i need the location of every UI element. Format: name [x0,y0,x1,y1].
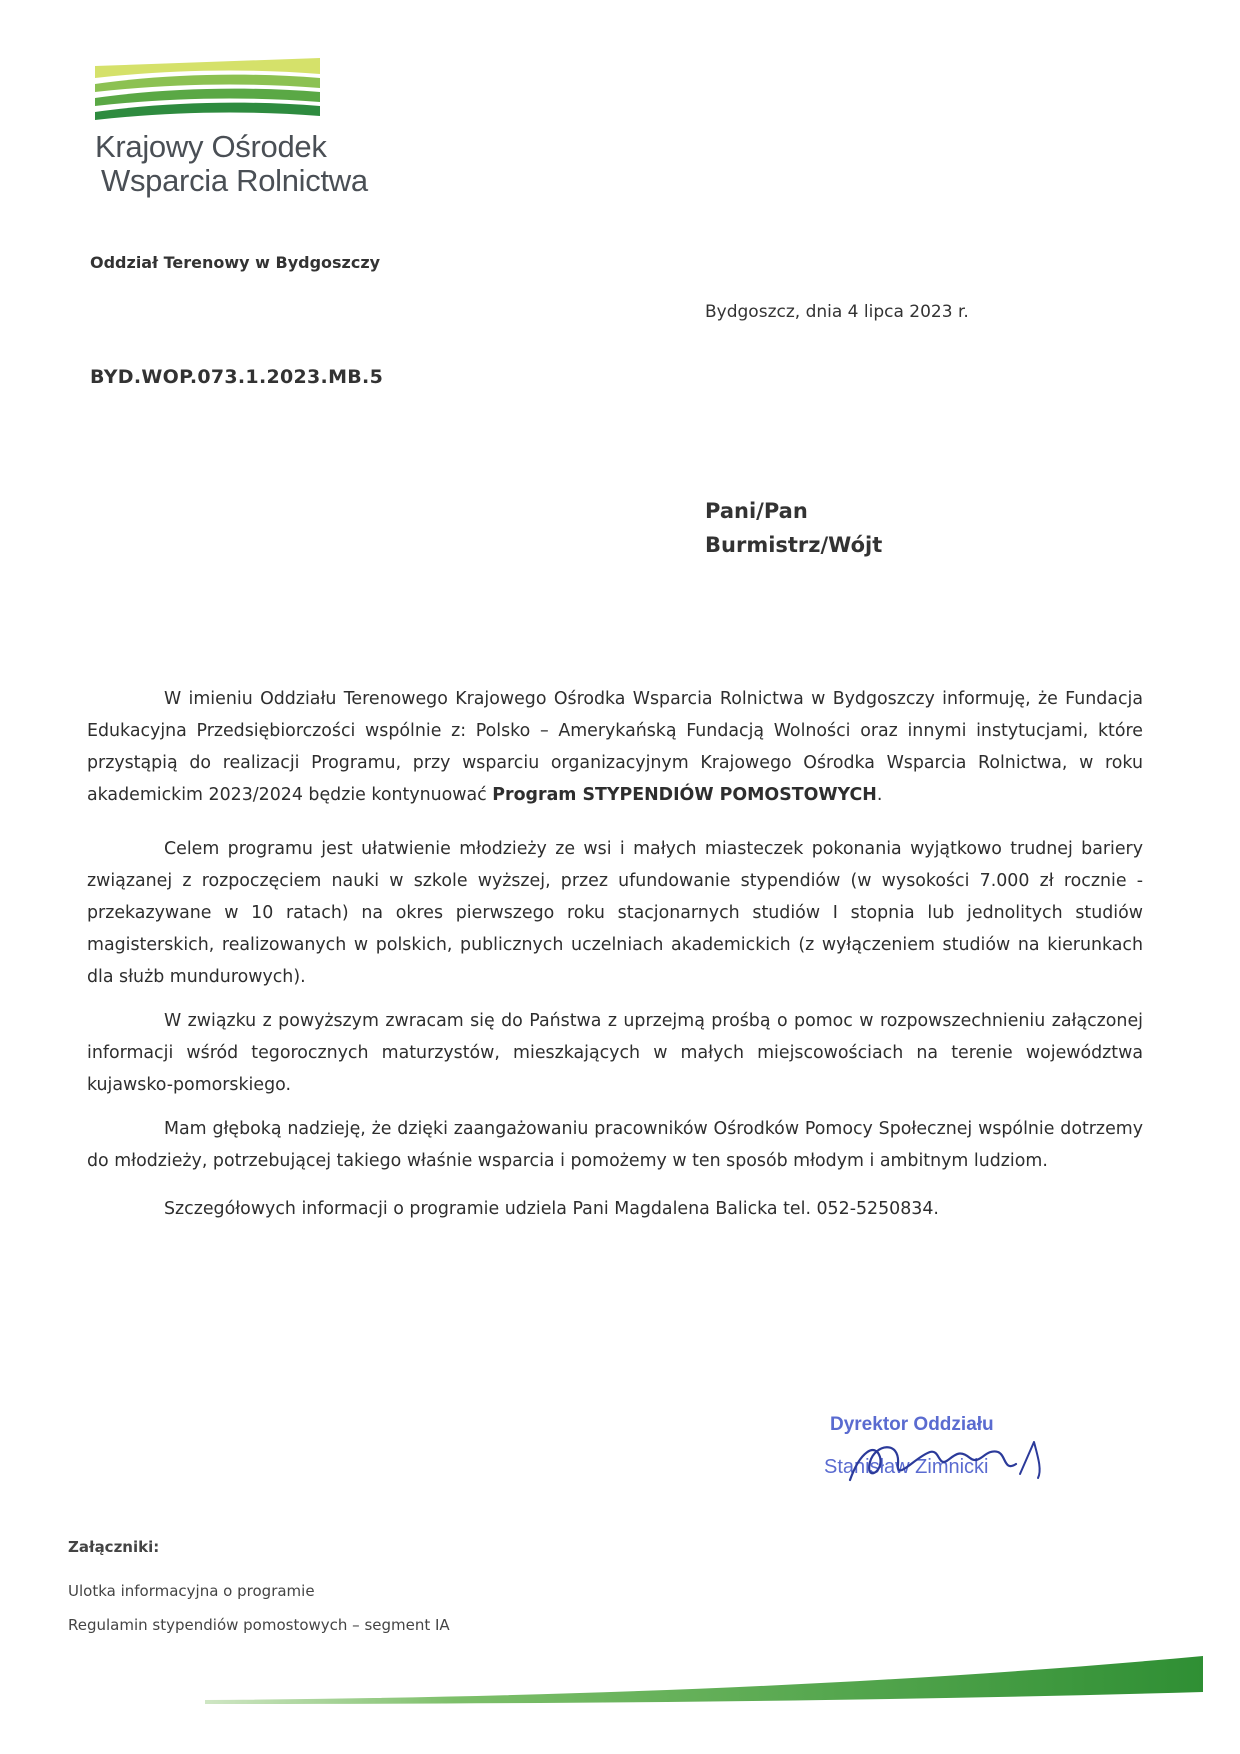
footer-swoosh-icon [205,1648,1205,1708]
logo-line-2: Wsparcia Rolnictwa [101,163,368,198]
paragraph-2: Celem programu jest ułatwienie młodzieży ze wsi i małych miasteczek pokonania wyjątkowo trudnej bariery związanej z rozpoczęciem nauki w szkole wyższej, przez ufundowanie stypendiów (w wysokości 7.000 zł rocznie - przekazywane w 10 ratach) na okres pierwszego roku stacjonarnych studiów I stopnia lub jednolitych studiów magisterskich, realizowanych w polskich, publicznych uczelniach akademickich (z wyłączeniem studiów na kierunkach dla służb mundurowych). [87,839,1143,987]
attachments-list [68,1574,450,1642]
paragraph-1-end: . [876,785,883,805]
addressee-line-1: Pani/Pan [705,499,808,523]
reference-number: BYD.WOP.073.1.2023.MB.5 [90,366,384,388]
paragraph-5: Szczegółowych informacji o programie udziela Pani Magdalena Balicka tel. 052-5250834. [164,1199,939,1219]
attachment-item-2: Regulamin stypendiów pomostowych – segment IA [68,1616,450,1634]
signature-title: Dyrektor Oddziału [830,1414,994,1435]
logo-text [95,130,368,198]
department-name: Oddział Terenowy w Bydgoszczy [90,253,381,272]
signature-stamp [820,1402,1060,1492]
logo-line-1: Krajowy Ośrodek [95,129,327,164]
addressee [705,494,882,562]
addressee-line-2: Burmistrz/Wójt [705,533,883,557]
program-name: Program STYPENDIÓW POMOSTOWYCH [492,785,877,805]
paragraph-3: W związku z powyższym zwracam się do Państwa z uprzejmą prośbą o pomoc w rozpowszechnieniu załączonej informacji wśród tegorocznych maturzystów, mieszkających w małych miejscowościach na terenie województwa kujawsko-pomorskiego. [87,1011,1143,1095]
kowr-logo [95,58,368,208]
letter-date: Bydgoszcz, dnia 4 lipca 2023 r. [705,302,969,322]
footer-swoosh [205,1648,1205,1712]
paragraph-4: Mam głęboką nadzieję, że dzięki zaangażowaniu pracowników Ośrodków Pomocy Społecznej wspólnie dotrzemy do młodzieży, potrzebującej takiego właśnie wsparcia i pomożemy w ten sposób młodym i ambitnym ludziom. [87,1119,1143,1171]
paragraph-1-text: W imieniu Oddziału Terenowego Krajowego Ośrodka Wsparcia Rolnictwa w Bydgoszczy informuję, że Fundacja Edukacyjna Przedsiębiorczości wspólnie z: Polsko – Amerykańską Fundacją Wolności oraz innymi instytucjami, które przystąpią do realizacji Programu, przy wsparciu organizacyjnym Krajowego Ośrodka Wsparcia Rolnictwa, w roku akademickim 2023/2024 będzie kontynuować [87,689,1143,805]
signature-name: Stanisław Zimnicki [824,1456,989,1478]
logo-stripes-icon [95,58,355,128]
letter-body [87,683,1143,1247]
attachments-title: Załączniki: [68,1538,160,1556]
handwritten-signature-icon [820,1402,1060,1492]
paragraph-1 [87,683,1143,811]
attachment-item-1: Ulotka informacyjna o programie [68,1582,315,1600]
